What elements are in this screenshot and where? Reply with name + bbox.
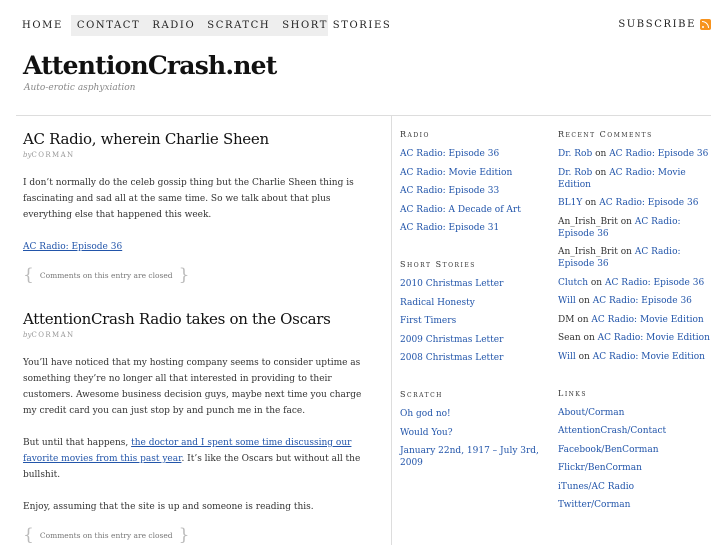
- sidebar-left: [400, 130, 545, 495]
- list-item: [400, 204, 545, 216]
- comment-post-link[interactable]: AC Radio: Movie Edition: [597, 333, 710, 343]
- comment-author[interactable]: Clutch: [558, 277, 589, 288]
- comment-on: on: [620, 247, 632, 257]
- recent-comment-item: [558, 167, 714, 191]
- post-byline: [23, 331, 373, 339]
- post: [23, 310, 373, 544]
- widget-title: Short Stories: [400, 260, 476, 269]
- links-widget: [558, 389, 714, 512]
- post-paragraph: [23, 239, 373, 255]
- subscribe-label: SUBSCRIBE: [618, 19, 696, 30]
- rss-icon: [700, 19, 711, 30]
- recent-comment-item: [558, 332, 714, 344]
- radio-link[interactable]: AC Radio: Movie Edition: [400, 167, 513, 178]
- comment-post-link[interactable]: AC Radio: Episode 36: [604, 277, 705, 288]
- radio-list: [400, 148, 545, 234]
- list-item: [558, 481, 714, 493]
- widget-title: Links: [558, 388, 588, 398]
- list-item: [400, 334, 545, 346]
- list-item: [558, 462, 714, 474]
- recent-comment-item: [558, 314, 714, 326]
- scratch-list: [400, 408, 545, 469]
- post-author[interactable]: CORMAN: [31, 151, 75, 159]
- story-link[interactable]: 2009 Christmas Letter: [400, 334, 504, 345]
- nav-contact[interactable]: CONTACT: [76, 20, 141, 31]
- radio-link[interactable]: AC Radio: Episode 36: [400, 149, 500, 159]
- list-item: [400, 185, 545, 197]
- recent-comment-item: [558, 295, 714, 307]
- post: [23, 130, 373, 284]
- list-item: [558, 444, 714, 456]
- list-item: [558, 425, 714, 437]
- radio-widget: [400, 130, 545, 234]
- subscribe-link[interactable]: [618, 19, 711, 30]
- post-episode-link[interactable]: AC Radio: Episode 36: [23, 242, 123, 252]
- recent-comments-list: [558, 148, 714, 363]
- widget-title: Scratch: [400, 390, 443, 399]
- external-link[interactable]: Facebook/BenCorman: [558, 444, 659, 455]
- content-divider: [391, 116, 392, 545]
- comment-on: on: [595, 149, 607, 159]
- comment-post-link[interactable]: AC Radio: Movie Edition: [591, 314, 704, 325]
- comment-author: Sean: [558, 333, 581, 343]
- links-list: [558, 407, 714, 512]
- comment-post-link[interactable]: AC Radio: Episode 36: [609, 149, 709, 159]
- nav-short-stories[interactable]: SHORT STORIES: [282, 20, 392, 31]
- comments-closed-note: [23, 267, 373, 284]
- scratch-link[interactable]: Oh god no!: [400, 409, 451, 419]
- list-item: [400, 222, 545, 234]
- external-link[interactable]: AttentionCrash/Contact: [558, 426, 667, 436]
- comment-author: An_Irish_Brit: [558, 247, 618, 257]
- widget-title: Recent Comments: [558, 130, 653, 139]
- comment-author: An_Irish_Brit: [558, 216, 618, 227]
- external-link[interactable]: About/Corman: [558, 407, 625, 418]
- comment-author: DM: [558, 314, 575, 325]
- recent-comments-widget: [558, 130, 714, 363]
- comment-author[interactable]: Dr. Rob: [558, 167, 593, 178]
- comment-post-link[interactable]: AC Radio: Episode 36: [558, 247, 681, 269]
- post-paragraph: Enjoy, assuming that the site is up and someone is reading this.: [23, 502, 314, 512]
- post-text: But until that happens,: [23, 438, 132, 448]
- comment-on: on: [583, 333, 595, 343]
- list-item: [400, 445, 545, 469]
- comment-post-link[interactable]: AC Radio: Episode 36: [592, 296, 692, 306]
- list-item: [400, 352, 545, 364]
- top-nav: [16, 15, 392, 36]
- sidebar-right: [558, 130, 714, 537]
- recent-comment-item: [558, 197, 714, 209]
- comments-closed-text: Comments on this entry are closed: [39, 271, 173, 280]
- byline-by: by: [23, 331, 32, 339]
- external-link[interactable]: iTunes/AC Radio: [558, 481, 635, 492]
- external-link[interactable]: Flickr/BenCorman: [558, 463, 642, 473]
- scratch-link[interactable]: January 22nd, 1917 – July 3rd, 2009: [400, 446, 539, 468]
- post-movies-link[interactable]: the doctor and I spent some time discussing our favorite movies from this past year: [23, 438, 352, 464]
- comment-post-link[interactable]: AC Radio: Movie Edition: [592, 351, 705, 362]
- comment-post-link[interactable]: AC Radio: Episode 36: [599, 198, 699, 208]
- comment-on: on: [620, 216, 632, 227]
- post-paragraph: I don’t normally do the celeb gossip thing but the Charlie Sheen thing is fascinating and sad all at the same time. So we talk about that plus everything else that happened this week.: [23, 178, 354, 220]
- comment-on: on: [590, 277, 603, 288]
- list-item: [400, 148, 545, 160]
- byline-by: by: [23, 151, 32, 159]
- left-brace-icon: {: [23, 265, 34, 285]
- widget-title: Radio: [400, 130, 430, 139]
- left-brace-icon: {: [23, 525, 34, 545]
- list-item: [400, 278, 545, 290]
- site-title[interactable]: AttentionCrash.net: [23, 51, 277, 80]
- story-link[interactable]: Radical Honesty: [400, 297, 475, 308]
- recent-comment-item: [558, 277, 714, 289]
- post-paragraph: [23, 435, 373, 483]
- scratch-widget: [400, 390, 545, 469]
- post-byline: [23, 151, 373, 159]
- comment-author[interactable]: Will: [558, 351, 576, 362]
- list-item: [400, 315, 545, 327]
- recent-comment-item: [558, 216, 714, 240]
- post-body: [23, 355, 373, 515]
- right-brace-icon: }: [178, 525, 190, 545]
- comment-on: on: [585, 198, 597, 208]
- list-item: [400, 167, 545, 179]
- radio-link[interactable]: AC Radio: A Decade of Art: [400, 204, 521, 215]
- radio-link[interactable]: AC Radio: Episode 33: [400, 186, 500, 196]
- nav-scratch[interactable]: SCRATCH: [207, 20, 271, 31]
- external-link[interactable]: Twitter/Corman: [558, 500, 631, 510]
- short-stories-widget: [400, 260, 545, 364]
- site-description: Auto-erotic asphyxiation: [24, 83, 136, 93]
- story-link[interactable]: 2008 Christmas Letter: [400, 353, 504, 363]
- comment-post-link[interactable]: AC Radio: Episode 36: [558, 216, 681, 239]
- post-title[interactable]: AttentionCrash Radio takes on the Oscars: [23, 310, 331, 328]
- radio-link[interactable]: AC Radio: Episode 31: [400, 223, 500, 233]
- recent-comment-item: [558, 148, 714, 160]
- comment-author[interactable]: Dr. Rob: [558, 149, 593, 159]
- list-item: [400, 297, 545, 309]
- list-item: [400, 408, 545, 420]
- nav-home[interactable]: HOME: [16, 15, 71, 36]
- list-item: [558, 499, 714, 511]
- post-list: [23, 130, 373, 544]
- scratch-link[interactable]: Would You?: [400, 427, 453, 438]
- post-body: [23, 175, 373, 255]
- right-brace-icon: }: [178, 265, 190, 285]
- nav-radio[interactable]: RADIO: [152, 20, 196, 31]
- post-author[interactable]: CORMAN: [31, 331, 75, 339]
- comment-on: on: [578, 351, 590, 362]
- comment-on: on: [578, 296, 590, 306]
- story-link[interactable]: First Timers: [400, 316, 457, 326]
- post-text: . It’s like the Oscars but without all the bullshit.: [23, 454, 361, 480]
- comment-on: on: [577, 314, 589, 325]
- post-paragraph: You’ll have noticed that my hosting company seems to consider uptime as something they’re no longer all that interested in providing to their customers. Awesome business decision guys, maybe next time you charge my credit card you can just stop by and punch me in the face.: [23, 358, 362, 416]
- list-item: [400, 427, 545, 439]
- comment-author[interactable]: Will: [558, 296, 576, 306]
- comment-post-link[interactable]: AC Radio: Movie Edition: [558, 167, 686, 190]
- comment-author[interactable]: BL1Y: [558, 198, 583, 208]
- list-item: [558, 407, 714, 419]
- short-stories-list: [400, 278, 545, 364]
- header-divider: [16, 115, 711, 116]
- story-link[interactable]: 2010 Christmas Letter: [400, 279, 504, 289]
- recent-comment-item: [558, 246, 714, 270]
- recent-comment-item: [558, 351, 714, 363]
- comments-closed-text: Comments on this entry are closed: [39, 531, 173, 540]
- post-title[interactable]: AC Radio, wherein Charlie Sheen: [23, 130, 269, 148]
- comment-on: on: [595, 167, 607, 178]
- comments-closed-note: [23, 527, 373, 544]
